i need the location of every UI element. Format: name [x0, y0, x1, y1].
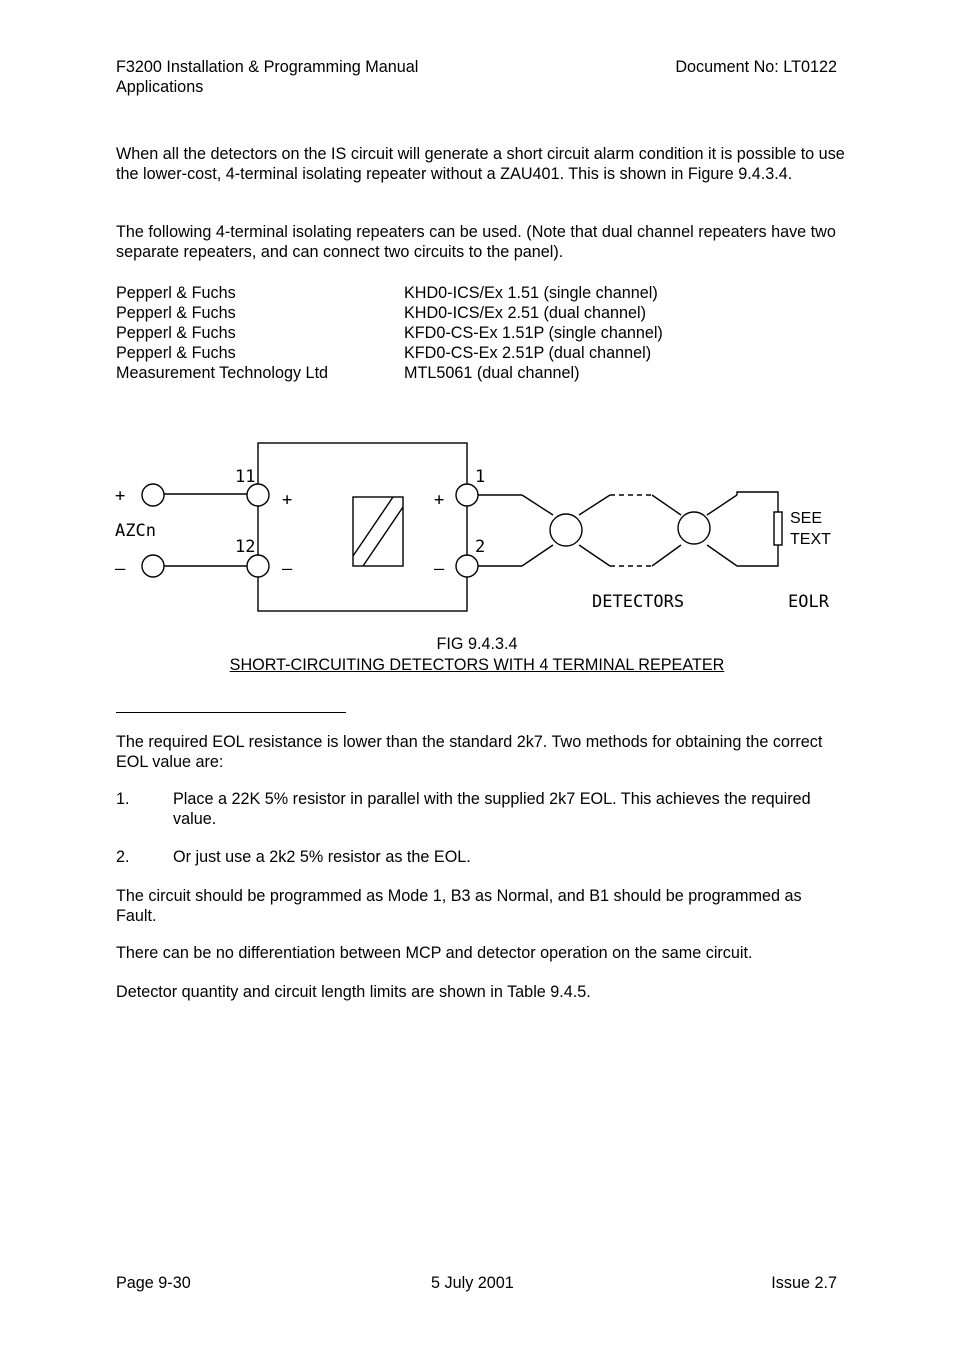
repeater-terminal-2: [456, 555, 478, 577]
diagram-azcn-label: AZCn: [115, 521, 156, 541]
diagram-minus-input: –: [282, 559, 293, 579]
list-number-2: 2.: [116, 848, 130, 866]
repeater-part: KHD0-ICS/Ex 2.51 (dual channel): [404, 304, 647, 322]
footer-page: Page 9-30: [116, 1274, 191, 1292]
body-paragraph-4: Detector quantity and circuit length limits are shown in Table 9.4.5.: [116, 983, 591, 1001]
diagram-text-label: TEXT: [790, 531, 831, 548]
repeater-row: [116, 363, 816, 383]
repeater-terminal-1: [456, 484, 478, 506]
header-section: Applications: [116, 78, 204, 96]
footer-issue: Issue 2.7: [771, 1274, 837, 1292]
panel-terminal-minus: [142, 555, 164, 577]
diagram-plus-output: +: [434, 490, 445, 510]
diagram-minus-output: –: [434, 559, 445, 579]
intro-paragraph-1: When all the detectors on the IS circuit will generate a short circuit alarm condition it is possible to use the lower-cost, 4-terminal isolating repeater without a ZAU401. This is shown in Figure 9.4.3.4.: [116, 145, 845, 183]
panel-terminal-plus: [142, 484, 164, 506]
separator-rule: [116, 712, 346, 713]
diagram-terminal-12-label: 12: [235, 537, 256, 557]
body-paragraph-3: There can be no differentiation between MCP and detector operation on the same circuit.: [116, 944, 753, 962]
body-paragraph-2: The circuit should be programmed as Mode 1, B3 as Normal, and B1 should be programmed as Fault.: [116, 887, 802, 925]
diagram-eolr-label: EOLR: [788, 592, 829, 612]
repeater-row: [116, 323, 816, 343]
diagram-terminal-1-label: 1: [475, 467, 486, 487]
diagram-terminal-2-label: 2: [475, 537, 486, 557]
footer-date: 5 July 2001: [431, 1274, 514, 1292]
repeater-part: MTL5061 (dual channel): [404, 364, 580, 382]
repeater-manufacturer: Measurement Technology Ltd: [116, 364, 329, 382]
list-item-1: Place a 22K 5% resistor in parallel with the supplied 2k7 EOL. This achieves the required value.: [173, 790, 811, 828]
intro-paragraph-2: The following 4-terminal isolating repeaters can be used. (Note that dual channel repeaters have two separate repeaters, and can connect two circuits to the panel).: [116, 223, 836, 261]
header-document-no: Document No: LT0122: [675, 58, 837, 76]
repeater-part: KFD0-CS-Ex 2.51P (dual channel): [404, 344, 652, 362]
circuit-diagram: [105, 430, 845, 620]
repeater-terminal-11: [247, 484, 269, 506]
list-number-1: 1.: [116, 790, 130, 808]
figure-caption: SHORT-CIRCUITING DETECTORS WITH 4 TERMINAL REPEATER: [229, 656, 725, 674]
list-item-2: Or just use a 2k2 5% resistor as the EOL.: [173, 848, 471, 866]
repeater-part: KHD0-ICS/Ex 1.51 (single channel): [404, 284, 658, 302]
repeater-part: KFD0-CS-Ex 1.51P (single channel): [404, 324, 663, 342]
repeater-row: [116, 303, 816, 323]
isolating-repeater-box: [258, 443, 467, 611]
diagram-detectors-label: DETECTORS: [592, 592, 685, 612]
body-paragraph-1: The required EOL resistance is lower than the standard 2k7. Two methods for obtaining the correct EOL value are:: [116, 733, 823, 771]
diagram-terminal-11-label: 11: [235, 467, 256, 487]
isolation-symbol: [353, 497, 403, 566]
repeater-row: [116, 283, 816, 303]
repeater-terminal-12: [247, 555, 269, 577]
diagram-minus-panel: –: [115, 559, 126, 579]
detector-1: [550, 514, 582, 546]
repeater-manufacturer: Pepperl & Fuchs: [116, 344, 236, 362]
figure-number: FIG 9.4.3.4: [436, 635, 518, 653]
repeater-manufacturer: Pepperl & Fuchs: [116, 284, 236, 302]
detector-2: [678, 512, 710, 544]
diagram-see-label: SEE: [790, 510, 823, 527]
repeater-manufacturer: Pepperl & Fuchs: [116, 304, 236, 322]
repeater-row: [116, 343, 816, 363]
eol-resistor: [774, 512, 782, 545]
repeater-manufacturer: Pepperl & Fuchs: [116, 324, 236, 342]
diagram-plus-input: +: [282, 490, 293, 510]
header-title: F3200 Installation & Programming Manual: [116, 58, 419, 76]
diagram-plus-panel: +: [115, 486, 126, 506]
